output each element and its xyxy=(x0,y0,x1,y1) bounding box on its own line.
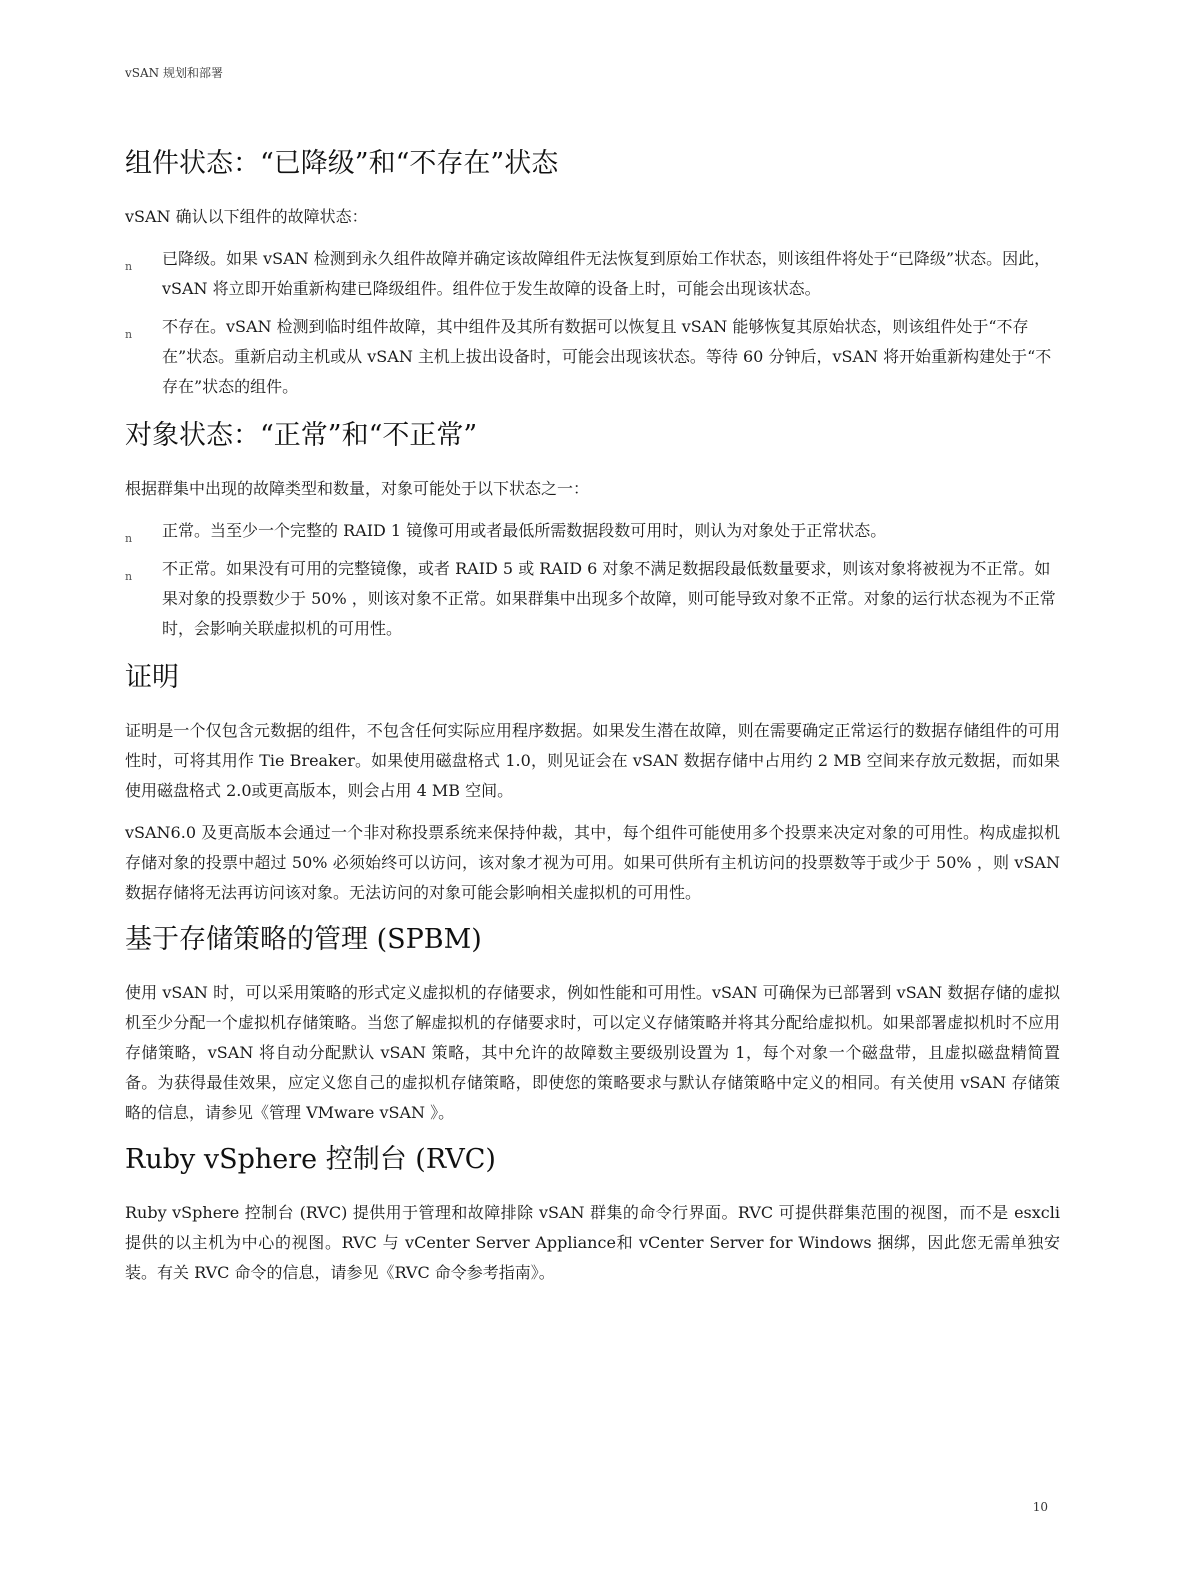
section-witness xyxy=(125,658,1060,908)
paragraph: 使用 vSAN 时，可以采用策略的形式定义虚拟机的存储要求，例如性能和可用性。vSAN 可确保为已部署到 vSAN 数据存储的虚拟机至少分配一个虚拟机存储策略。当您了解虚拟机的存储要求时，可以定义存储策略并将其分配给虚拟机。如果部署虚拟机时不应用存储策略，vSAN 将自动分配默认 vSAN 策略，其中允许的故障数主要级别设置为 1，每个对象一个磁盘带，且虚拟磁盘精简置备。为获得最佳效果，应定义您自己的虚拟机存储策略，即使您的策略要求与默认存储策略中定义的相同。有关使用 vSAN 存储策略的信息，请参见《管理 VMware vSAN 》。 xyxy=(125,983,1060,1122)
section-heading: Ruby vSphere 控制台 (RVC) xyxy=(125,1144,496,1175)
list-item-text: 正常。当至少一个完整的 RAID 1 镜像可用或者最低所需数据段数可用时，则认为对象处于正常状态。 xyxy=(162,521,887,540)
section-component-states xyxy=(125,144,1060,402)
bullet-glyph: n xyxy=(125,260,133,273)
section-intro: vSAN 确认以下组件的故障状态： xyxy=(125,207,368,226)
page-number: 10 xyxy=(1032,1500,1048,1514)
list-item xyxy=(125,312,1060,402)
section-heading: 组件状态：“已降级”和“不存在”状态 xyxy=(125,148,559,179)
section-heading: 对象状态：“正常”和“不正常” xyxy=(125,420,478,451)
bullet-glyph: n xyxy=(125,570,133,583)
bullet-glyph: n xyxy=(125,532,133,545)
list-item xyxy=(125,244,1060,304)
bullet-list xyxy=(125,244,1060,402)
section-heading: 基于存储策略的管理 (SPBM) xyxy=(125,924,482,955)
section-intro: 根据群集中出现的故障类型和数量，对象可能处于以下状态之一： xyxy=(125,479,590,498)
list-item-text: 已降级。如果 vSAN 检测到永久组件故障并确定该故障组件无法恢复到原始工作状态，则该组件将处于“已降级”状态。因此，vSAN 将立即开始重新构建已降级组件。组件位于发生故障的设备上时，可能会出现该状态。 xyxy=(162,249,1051,298)
page-content xyxy=(125,144,1060,1300)
list-item xyxy=(125,554,1060,644)
bullet-glyph: n xyxy=(125,328,133,341)
bullet-list xyxy=(125,516,1060,644)
list-item-text: 不正常。如果没有可用的完整镜像，或者 RAID 5 或 RAID 6 对象不满足数据段最低数量要求，则该对象将被视为不正常。如果对象的投票数少于 50% ，则该对象不正常。如果群集中出现多个故障，则可能导致对象不正常。对象的运行状态视为不正常时，会影响关联虚拟机的可用性。 xyxy=(162,559,1056,638)
paragraph: vSAN6.0 及更高版本会通过一个非对称投票系统来保持仲裁，其中，每个组件可能使用多个投票来决定对象的可用性。构成虚拟机存储对象的投票中超过 50% 必须始终可以访问，该对象才视为可用。如果可供所有主机访问的投票数等于或少于 50% ，则 vSAN 数据存储将无法再访问该对象。无法访问的对象可能会影响相关虚拟机的可用性。 xyxy=(125,823,1060,902)
list-item xyxy=(125,516,1060,546)
section-heading: 证明 xyxy=(125,662,179,693)
section-rvc xyxy=(125,1140,1060,1288)
paragraph: Ruby vSphere 控制台 (RVC) 提供用于管理和故障排除 vSAN 群集的命令行界面。RVC 可提供群集范围的视图，而不是 esxcli 提供的以主机为中心的视图。RVC 与 vCenter Server Appliance和 vCenter Server for Windows 捆绑，因此您无需单独安装。有关 RVC 命令的信息，请参见《RVC 命令参考指南》。 xyxy=(125,1203,1060,1282)
paragraph: 证明是一个仅包含元数据的组件，不包含任何实际应用程序数据。如果发生潜在故障，则在需要确定正常运行的数据存储组件的可用性时，可将其用作 Tie Breaker。如果使用磁盘格式 1.0，则见证会在 vSAN 数据存储中占用约 2 MB 空间来存放元数据，而如果使用磁盘格式 2.0或更高版本，则会占用 4 MB 空间。 xyxy=(125,721,1060,800)
section-object-states xyxy=(125,416,1060,644)
running-header: vSAN 规划和部署 xyxy=(125,66,223,80)
list-item-text: 不存在。vSAN 检测到临时组件故障，其中组件及其所有数据可以恢复且 vSAN 能够恢复其原始状态，则该组件处于“不存在”状态。重新启动主机或从 vSAN 主机上拔出设备时，可能会出现该状态。等待 60 分钟后，vSAN 将开始重新构建处于“不存在”状态的组件。 xyxy=(162,317,1052,396)
section-spbm xyxy=(125,920,1060,1128)
